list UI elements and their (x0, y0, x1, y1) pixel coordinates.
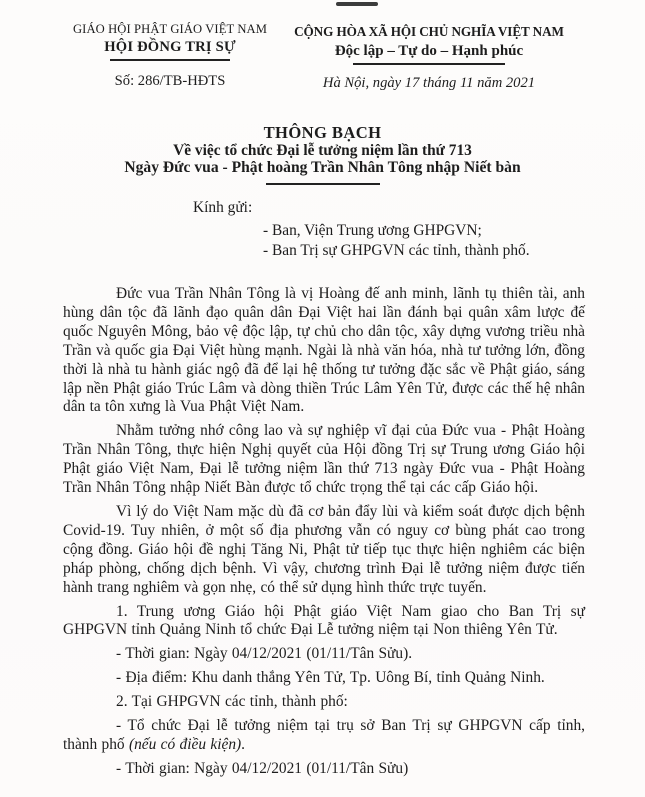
title-block (0, 124, 645, 185)
item-2-organize (63, 717, 585, 755)
recipient-list (263, 221, 645, 261)
republic-block (290, 24, 568, 92)
document-type-title: THÔNG BẠCH (263, 123, 382, 142)
council-name: HỘI ĐỒNG TRỊ SỰ (104, 39, 236, 55)
item-2-organize-period: . (241, 735, 246, 753)
item-2-condition-note: (nếu có điều kiện) (128, 735, 242, 753)
document-header (0, 0, 645, 96)
covid-paragraph: Vì lý do Việt Nam mặc dù đã cơ bản đẩy lùi và kiểm soát được dịch bệnh Covid-19. Tuy nhiên, ở một số địa phương vẫn có nguy cơ bùng phát cao trong cộng đồng. Giáo hội đề nghị Tăng Ni, Phật tử tiếp tục thực hiện nghiêm các biện pháp phòng, chống dịch bệnh. Vì vậy, chương trình Đại lễ tưởng niệm được tiến hành trang nghiêm và gọn nhẹ, có thể sử dụng hình thức trực tuyến. (63, 502, 585, 596)
document-number: Số: 286/TB-HĐTS (114, 73, 226, 89)
recipient-line: - Ban, Viện Trung ương GHPGVN; (263, 222, 482, 239)
title-subject-line1: Về việc tổ chức Đại lễ tưởng niệm lần thứ 713 (173, 142, 472, 159)
salutation-block (193, 199, 645, 261)
title-subject-line2: Ngày Đức vua - Phật hoàng Trần Nhân Tông nhập Niết bàn (124, 159, 521, 176)
org-underline (110, 59, 230, 61)
issuing-org-block (46, 22, 294, 90)
national-motto: Độc lập – Tự do – Hạnh phúc (334, 43, 524, 59)
item-2-heading: 2. Tại GHPGVN các tỉnh, thành phố: (116, 693, 348, 711)
national-title: CỘNG HÒA XÃ HỘI CHỦ NGHĨA VIỆT NAM (294, 24, 564, 39)
document-body (63, 285, 585, 779)
org-name: GIÁO HỘI PHẬT GIÁO VIỆT NAM (72, 22, 268, 36)
item-2-time: - Thời gian: Ngày 04/12/2021 (01/11/Tân Sửu) (116, 759, 409, 777)
intro-paragraph: Đức vua Trần Nhân Tông là vị Hoàng đế anh minh, lãnh tụ thiên tài, anh hùng dân tộc đã lãnh đạo quân dân Đại Việt hai lần đánh bại quân xâm lược đế quốc Nguyên Mông, bảo vệ độc lập, tự chủ cho dân tộc, xây dựng vương triều nhà Trần và quốc gia Đại Việt hùng mạnh. Ngài là nhà văn hóa, nhà tư tưởng lớn, đồng thời là nhà tu hành giác ngộ đã để lại hệ thống tư tưởng đặc sắc về Phật giáo, sáng lập nền Phật giáo Trúc Lâm và dòng thiền Trúc Lâm Yên Tử, được các thế hệ nhân dân ta tôn xưng là Vua Phật Việt Nam. (63, 285, 585, 416)
recipient-line: - Ban Trị sự GHPGVN các tỉnh, thành phố. (263, 242, 530, 259)
item-1-location: - Địa điểm: Khu danh thắng Yên Tử, Tp. Uông Bí, tỉnh Quảng Ninh. (116, 669, 545, 687)
item-2-organize-text: - Tổ chức Đại lễ tưởng niệm tại trụ sở Ban Trị sự GHPGVN cấp tỉnh, thành phố (63, 717, 585, 753)
salutation-label: Kính gửi: (193, 199, 253, 216)
item-1: 1. Trung ương Giáo hội Phật giáo Việt Nam giao cho Ban Trị sự GHPGVN tỉnh Quảng Ninh tổ chức Đại Lễ tưởng niệm tại Non thiêng Yên Tử. (63, 602, 585, 639)
item-1-time: - Thời gian: Ngày 04/12/2021 (01/11/Tân Sửu). (116, 645, 413, 663)
purpose-paragraph: Nhằm tưởng nhớ công lao và sự nghiệp vĩ đại của Đức vua - Phật Hoàng Trần Nhân Tông, thực hiện Nghị quyết của Hội đồng Trị sự Trung ương Giáo hội Phật giáo Việt Nam, Đại lễ tưởng niệm lần thứ 713 ngày Đức vua - Phật Hoàng Trần Nhân Tông nhập Niết Bàn được tổ chức trọng thể tại các cấp Giáo hội. (63, 422, 585, 497)
title-divider (266, 183, 380, 185)
motto-underline (353, 63, 505, 65)
place-and-date: Hà Nội, ngày 17 tháng 11 năm 2021 (322, 75, 536, 91)
